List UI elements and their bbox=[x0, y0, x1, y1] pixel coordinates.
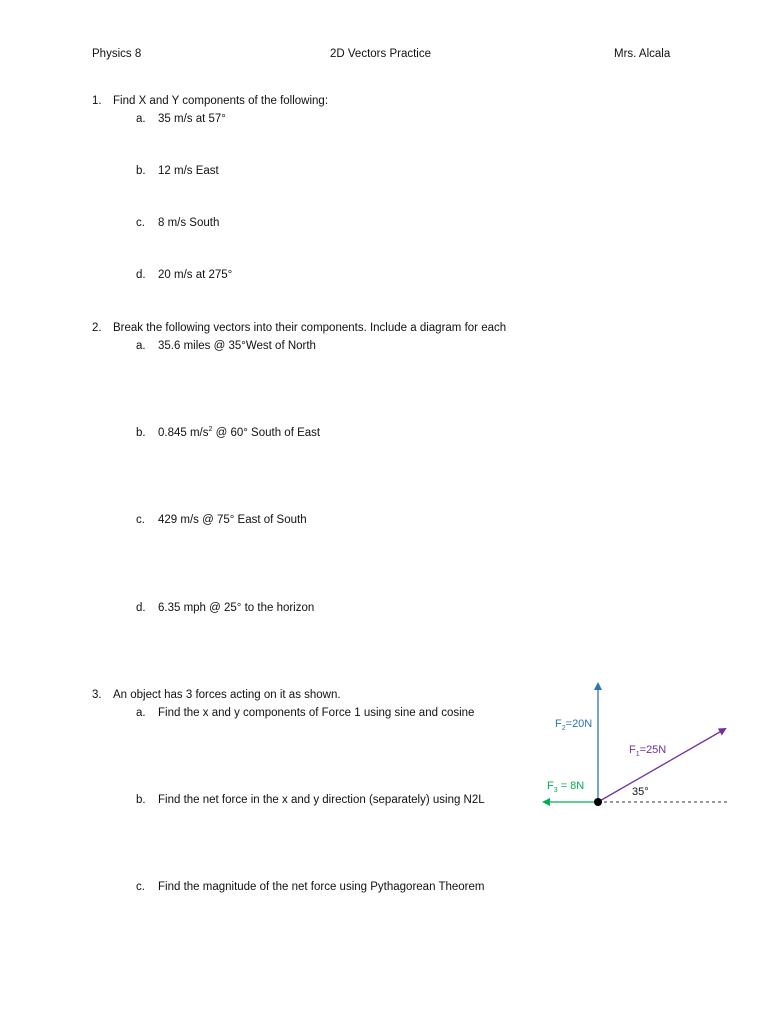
q2d-letter: d. bbox=[136, 602, 146, 614]
q2b-text: 0.845 $m/s^2$ @ 60° South of East bbox=[158, 426, 321, 439]
q1b-letter: b. bbox=[136, 165, 146, 177]
q2c-text: 429 m/s @ 75° East of South bbox=[158, 514, 307, 526]
force-2-label: $F_2=20N$ bbox=[555, 718, 593, 732]
object-dot bbox=[594, 798, 602, 806]
q1a-letter: a. bbox=[136, 113, 146, 125]
q1a-text: 35 m/s at 57° bbox=[158, 113, 226, 125]
q1d-text: 20 m/s at 275° bbox=[158, 269, 233, 281]
q3c-letter: c. bbox=[136, 881, 145, 893]
angle-label: 35° bbox=[632, 786, 649, 798]
q2a-text: 35.6 miles @ 35°West of North bbox=[158, 340, 316, 352]
teacher-name: Mrs. Alcala bbox=[614, 48, 671, 60]
q3b-letter: b. bbox=[136, 794, 146, 806]
q1-prompt: Find X and Y components of the following: bbox=[113, 95, 329, 107]
q2-number: 2. bbox=[92, 322, 102, 334]
q2b-letter: b. bbox=[136, 427, 146, 439]
q1-number: 1. bbox=[92, 95, 102, 107]
q3a-text: Find the x and y components of Force 1 using sine and cosine bbox=[158, 707, 475, 719]
worksheet-title: 2D Vectors Practice bbox=[330, 48, 431, 60]
q1c-letter: c. bbox=[136, 217, 145, 229]
exponent: 2 bbox=[208, 426, 213, 434]
q3-prompt: An object has 3 forces acting on it as shown. bbox=[113, 689, 341, 701]
q3c-text: Find the magnitude of the net force using Pythagorean Theorem bbox=[158, 881, 485, 893]
q2-prompt: Break the following vectors into their components. Include a diagram for each bbox=[113, 322, 507, 334]
force-1-label: $F_1=25N$ bbox=[629, 744, 667, 758]
q1b-text: 12 m/s East bbox=[158, 165, 219, 177]
q2c-letter: c. bbox=[136, 514, 145, 526]
q3-number: 3. bbox=[92, 689, 102, 701]
force-3-label: $F_3 = 8N$ bbox=[547, 780, 585, 794]
force-1-arrow bbox=[598, 729, 725, 802]
q2a-letter: a. bbox=[136, 340, 146, 352]
q1d-letter: d. bbox=[136, 269, 146, 281]
course-name: Physics 8 bbox=[92, 48, 142, 60]
q2d-text: 6.35 mph @ 25° to the horizon bbox=[158, 602, 315, 614]
q3a-letter: a. bbox=[136, 707, 146, 719]
force-diagram bbox=[536, 676, 736, 816]
q3b-text: Find the net force in the x and y direction (separately) using N2L bbox=[158, 794, 485, 806]
q1c-text: 8 m/s South bbox=[158, 217, 220, 229]
